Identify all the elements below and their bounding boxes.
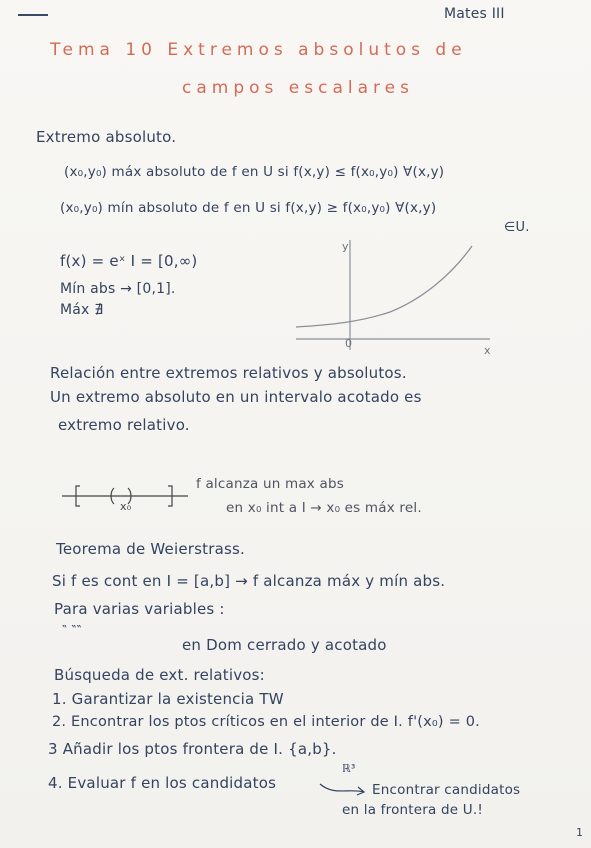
exponential-graph	[290, 232, 500, 362]
step-3: 3 Añadir los ptos frontera de I. {a,b}.	[48, 740, 337, 758]
top-dash	[18, 14, 48, 16]
step-4: 4. Evaluar f en los candidatos	[48, 774, 277, 792]
graph-origin-label: 0	[345, 337, 353, 350]
search-heading: Búsqueda de ext. relativos:	[54, 666, 265, 684]
example-minimum: Mín abs → [0,1].	[60, 281, 176, 297]
page-number: 1	[576, 826, 584, 839]
title-line1: Tema 10 Extremos absolutos de	[50, 40, 467, 60]
subject-label: Mates III	[444, 6, 505, 22]
ditto-marks: ‶ ‶‶	[62, 624, 82, 639]
step4-r3-label: ℝ³	[342, 762, 356, 775]
section2-line1: Un extremo absoluto en un intervalo acotado es	[50, 388, 422, 406]
step4-note1: Encontrar candidatos	[372, 782, 521, 798]
title-line2: campos escalares	[182, 78, 414, 98]
step-1: 1. Garantizar la existencia TW	[52, 690, 284, 708]
weierstrass-line1: Si f es cont en I = [a,b] → f alcanza máx y mín abs.	[52, 572, 446, 590]
step4-arrow	[318, 778, 368, 802]
interval-x0-label: x₀	[120, 500, 132, 513]
min-definition-tail: ∈U.	[504, 220, 530, 235]
exp-curve	[296, 246, 472, 327]
section2-heading: Relación entre extremos relativos y absolutos.	[50, 364, 407, 382]
graph-y-label: y	[342, 240, 349, 253]
max-definition: (x₀,y₀) máx absoluto de f en U si f(x,y) ≤ f(x₀,y₀) ∀(x,y)	[64, 164, 445, 180]
step-2: 2. Encontrar los ptos críticos en el interior de I. f'(x₀) = 0.	[52, 714, 480, 730]
step4-note2: en la frontera de U.!	[342, 802, 483, 818]
weierstrass-line3: en Dom cerrado y acotado	[182, 636, 387, 654]
example-function: f(x) = eˣ I = [0,∞)	[60, 252, 198, 270]
example-maximum: Máx ∄	[60, 302, 104, 318]
section1-heading: Extremo absoluto.	[36, 128, 177, 146]
section2-line2: extremo relativo.	[58, 416, 190, 434]
graph-x-label: x	[484, 344, 491, 357]
interval-note1: f alcanza un max abs	[196, 476, 344, 492]
interval-note2: en x₀ int a I → x₀ es máx rel.	[226, 500, 422, 516]
min-definition: (x₀,y₀) mín absoluto de f en U si f(x,y) ≥ f(x₀,y₀) ∀(x,y)	[60, 200, 437, 216]
section3-heading: Teorema de Weierstrass.	[56, 540, 245, 558]
weierstrass-line2: Para varias variables :	[54, 600, 225, 618]
